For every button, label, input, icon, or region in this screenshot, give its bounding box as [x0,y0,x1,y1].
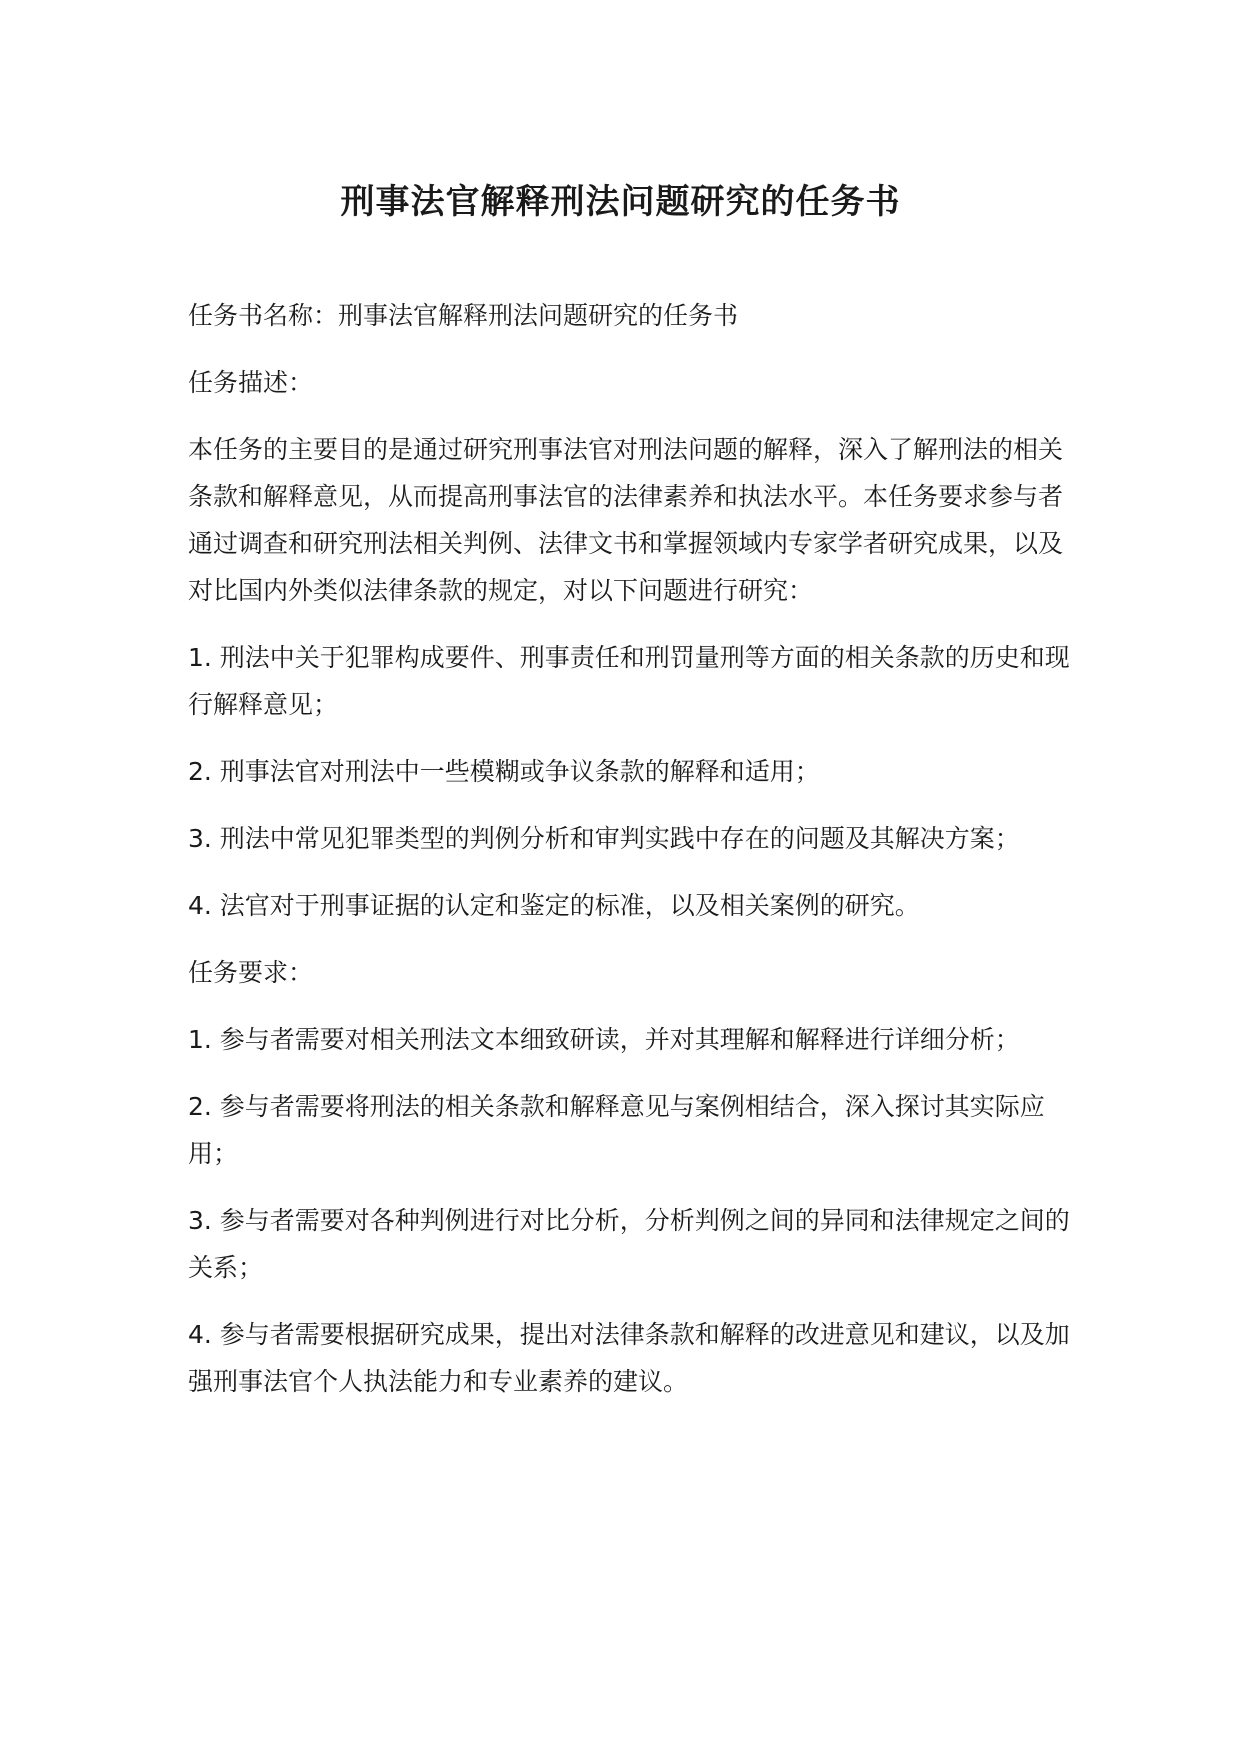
requirement-item-2: 2. 参与者需要将刑法的相关条款和解释意见与案例相结合，深入探讨其实际应用； [188,1092,1045,1168]
task-name-line: 任务书名称：刑事法官解释刑法问题研究的任务书 [188,301,739,330]
task-description-paragraph: 本任务的主要目的是通过研究刑事法官对刑法问题的解释，深入了解刑法的相关条款和解释意见，从而提高刑事法官的法律素养和执法水平。本任务要求参与者通过调查和研究刑法相关判例、法律文书和掌握领域内专家学者研究成果，以及对比国内外类似法律条款的规定，对以下问题进行研究： [188,435,1064,605]
research-item-3: 3. 刑法中常见犯罪类型的判例分析和审判实践中存在的问题及其解决方案； [188,824,1020,853]
task-requirements-heading: 任务要求： [188,958,314,987]
document-body [188,292,1078,1425]
requirement-item-1: 1. 参与者需要对相关刑法文本细致研读，并对其理解和解释进行详细分析； [188,1025,1020,1054]
document-title: 刑事法官解释刑法问题研究的任务书 [340,182,901,222]
requirement-item-3: 3. 参与者需要对各种判例进行对比分析，分析判例之间的异同和法律规定之间的关系； [188,1206,1070,1282]
research-item-2: 2. 刑事法官对刑法中一些模糊或争议条款的解释和适用； [188,757,820,786]
task-description-heading: 任务描述： [188,368,314,397]
research-item-4: 4. 法官对于刑事证据的认定和鉴定的标准，以及相关案例的研究。 [188,891,920,920]
requirement-item-4: 4. 参与者需要根据研究成果，提出对法律条款和解释的改进意见和建议，以及加强刑事法官个人执法能力和专业素养的建议。 [188,1320,1070,1396]
research-item-1: 1. 刑法中关于犯罪构成要件、刑事责任和刑罚量刑等方面的相关条款的历史和现行解释意见； [188,643,1070,719]
